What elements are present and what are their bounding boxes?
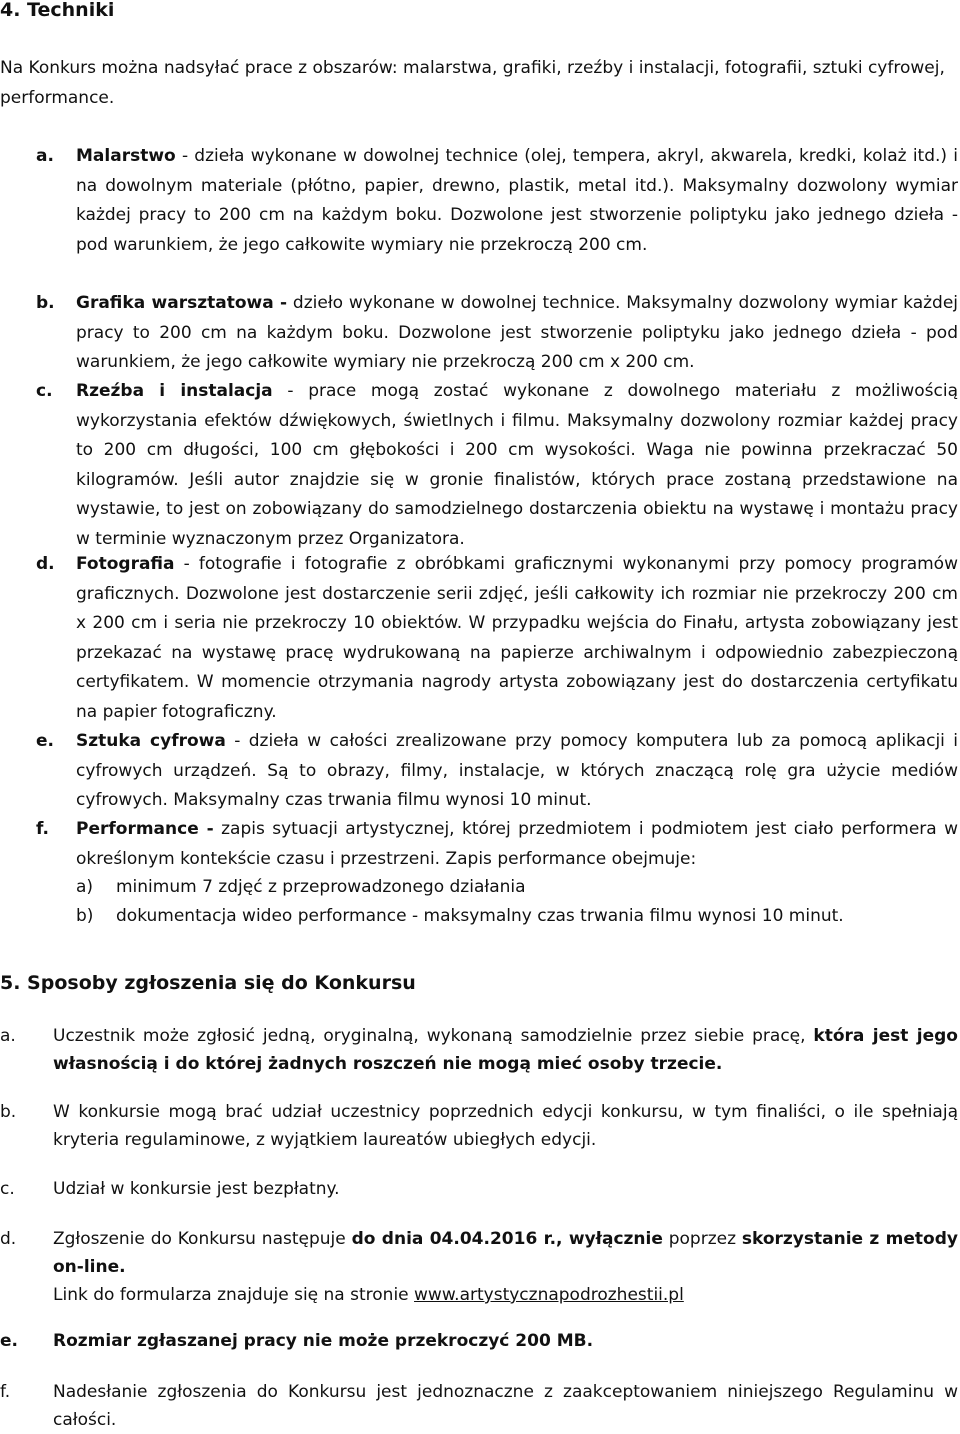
link-intro: Link do formularza znajduje się na stronie: [53, 1285, 415, 1305]
rule-b: [0, 1098, 958, 1154]
rule-bold-text: która jest jego własnością i do której żadnych roszczeń nie mogą mieć osoby trzecie.: [53, 1026, 958, 1074]
technique-sculpture: [0, 377, 958, 554]
subitem-label: b): [76, 906, 94, 926]
technique-desc: - prace mogą zostać wykonane z dowolnego materiału z możliwością wykorzystania efektów dźwiękowych, świetlnych i filmu. Maksymalny dozwolony rozmiar każdej pracy to 200 cm długości, 100 cm głębokości i 200 cm wysokości. Waga nie powinna przekraczać 50 kilogramów. Jeśli autor znajdzie się w gronie finalistów, których prace zostaną przedstawione na wystawie, to jest on zobowiązany do samodzielnego dostarczenia obiektu na wystawę i montażu pracy w terminie wyznaczonym przez Organizatora.: [76, 381, 958, 549]
technique-desc: - dzieła wykonane w dowolnej technice (olej, tempera, akryl, akwarela, kredki, kolaż itd.) i na dowolnym materiale (płótno, papier, drewno, plastik, metal itd.). Maksymalny dozwolony wymiar każdej pracy to 200 cm na każdym boku. Dozwolone jest stworzenie poliptyku jako jednego dzieła - pod warunkiem, że jego całkowite wymiary nie przekroczą 200 cm.: [76, 146, 958, 255]
rule-label: a.: [0, 1026, 16, 1046]
rule-text: poprzez: [662, 1229, 742, 1249]
rule-f: [0, 1378, 958, 1434]
technique-desc: zapis sytuacji artystycznej, której przedmiotem i podmiotem jest ciało performera w określonym kontekście czasu i przestrzeni. Zapis performance obejmuje:: [76, 819, 959, 869]
technique-painting: [0, 142, 958, 260]
technique-desc: - dzieła w całości zrealizowane przy pomocy komputera lub za pomocą aplikacji i cyfrowych urządzeń. Są to obrazy, filmy, instalacje, w których znaczącą rolę gra użycie mediów cyfrowych. Maksymalny czas trwania filmu wynosi 10 minut.: [76, 731, 958, 810]
technique-name: Performance -: [76, 819, 214, 839]
rule-label: c.: [0, 1179, 15, 1199]
item-label: a.: [36, 146, 54, 166]
rule-text: Uczestnik może zgłosić jedną, oryginalną, wykonaną samodzielnie przez siebie pracę,: [53, 1026, 814, 1046]
subitem-text: minimum 7 zdjęć z przeprowadzonego działania: [116, 877, 526, 897]
technique-name: Malarstwo: [76, 146, 176, 166]
form-link[interactable]: www.artystycznapodrozhestii.pl: [414, 1285, 684, 1305]
rule-text: W konkursie mogą brać udział uczestnicy poprzednich edycji konkursu, w tym finaliści, o ile spełniają kryteria regulaminowe, z wyjątkiem laureatów ubiegłych edycji.: [53, 1102, 958, 1150]
technique-name: Rzeźba i instalacja: [76, 381, 273, 401]
technique-graphics: [0, 289, 958, 378]
technique-desc: dzieło wykonane w dowolnej technice. Maksymalny dozwolony wymiar każdej pracy to 200 cm na każdym boku. Dozwolone jest stworzenie poliptyku jako jednego dzieła - pod warunkiem, że jego całkowite wymiary nie przekroczą 200 cm x 200 cm.: [76, 293, 959, 372]
technique-photography: [0, 550, 958, 727]
item-label: e.: [36, 731, 54, 751]
rule-d: [0, 1225, 958, 1309]
rule-text: Zgłoszenie do Konkursu następuje: [53, 1229, 352, 1249]
technique-name: Fotografia: [76, 554, 175, 574]
technique-name: Grafika warsztatowa -: [76, 293, 288, 313]
rule-label: e.: [0, 1331, 18, 1351]
technique-digital-art: [0, 727, 958, 816]
performance-subitem-video: [76, 902, 956, 932]
technique-performance: [0, 815, 958, 874]
rule-label: d.: [0, 1229, 17, 1249]
rule-c: [0, 1175, 958, 1203]
section-5-title: 5. Sposoby zgłoszenia się do Konkursu: [0, 972, 416, 994]
section-4-intro: Na Konkurs można nadsyłać prace z obszarów: malarstwa, grafiki, rzeźby i instalacji, fotografii, sztuki cyfrowej, performance.: [0, 58, 945, 108]
performance-subitem-photos: [76, 873, 956, 903]
item-label: f.: [36, 819, 49, 839]
rule-a: [0, 1022, 958, 1078]
rule-label: b.: [0, 1102, 17, 1122]
method-text: skorzystanie z metody on-line.: [53, 1229, 958, 1277]
item-label: c.: [36, 381, 53, 401]
rule-bold-text: Rozmiar zgłaszanej pracy nie może przekroczyć 200 MB.: [53, 1331, 594, 1351]
section-4-title: 4. Techniki: [0, 0, 115, 21]
subitem-label: a): [76, 877, 94, 897]
technique-desc: - fotografie i fotografie z obróbkami graficznymi wykonanymi przy pomocy programów graficznych. Dozwolone jest dostarczenie serii zdjęć, jeśli całkowity ich rozmiar nie przekroczy 200 cm x 200 cm i seria nie przekroczy 10 obiektów. W przypadku wejścia do Finału, artysta zobowiązany jest przekazać na wystawę pracę wydrukowaną na papierze archiwalnym i odpowiednio zabezpieczoną certyfikatem. W momencie otrzymania nagrody artysta zobowiązany jest do dostarczenia certyfikatu na papier fotograficzny.: [76, 554, 958, 722]
rule-text: Udział w konkursie jest bezpłatny.: [53, 1179, 340, 1199]
item-label: b.: [36, 293, 55, 313]
rule-label: f.: [0, 1382, 11, 1402]
rule-text: Nadesłanie zgłoszenia do Konkursu jest jednoznaczne z zaakceptowaniem niniejszego Regulaminu w całości.: [53, 1382, 958, 1430]
rule-e: [0, 1327, 958, 1355]
technique-name: Sztuka cyfrowa: [76, 731, 226, 751]
item-label: d.: [36, 554, 55, 574]
subitem-text: dokumentacja wideo performance - maksymalny czas trwania filmu wynosi 10 minut.: [116, 906, 844, 926]
deadline-text: do dnia 04.04.2016 r., wyłącznie: [351, 1229, 663, 1249]
